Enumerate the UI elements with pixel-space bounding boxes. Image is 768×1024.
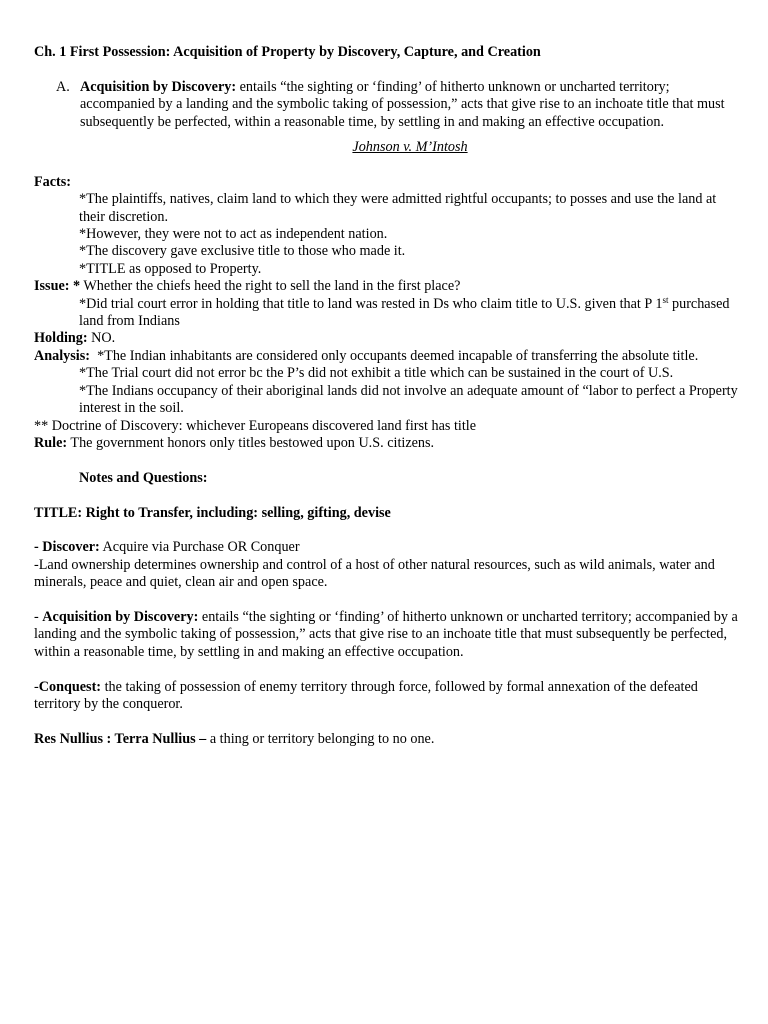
doctrine-line: ** Doctrine of Discovery: whichever Europeans discovered land first has title xyxy=(34,417,477,434)
acquisition-paragraph xyxy=(34,609,740,661)
chapter-heading: Ch. 1 First Possession: Acquisition of Property by Discovery, Capture, and Creation xyxy=(34,44,541,60)
facts-item: *The plaintiffs, natives, claim land to which they were admitted rightful occupants; to posses and use the land at their discretion. xyxy=(79,191,717,225)
res-nullius-line xyxy=(34,731,740,748)
acquisition-text: entails “the sighting or ‘finding’ of hitherto unknown or uncharted territory; accompanied by a landing and the symbolic taking of possession,” acts that give rise to an inchoate title that must subsequently be perfected, within a reasonable time, by settling in and making an effective occupation. xyxy=(34,608,738,660)
discover-label: - Discover: xyxy=(34,539,100,556)
issue-item-sup: st xyxy=(662,294,669,305)
issue-text: Whether the chiefs heed the right to sell the land in the first place? xyxy=(80,278,461,295)
acquisition-prefix: - xyxy=(34,608,43,625)
analysis-label: Analysis: xyxy=(34,347,90,364)
issue-item-tail: purchased land from Indians xyxy=(79,295,730,330)
land-ownership-line: -Land ownership determines ownership and control of a host of other natural resources, such as wild animals, water and minerals, peace and quiet, clean air and open space. xyxy=(34,556,715,591)
title-line: TITLE: Right to Transfer, including: selling, gifting, devise xyxy=(34,504,391,521)
notes-heading: Notes and Questions: xyxy=(79,469,208,486)
facts-item: *The discovery gave exclusive title to those who made it. xyxy=(79,243,406,260)
section-a-label: Acquisition by Discovery: xyxy=(80,78,237,95)
document-page xyxy=(34,44,740,748)
issue-item-text: *Did trial court error in holding that title to land was rested in Ds who claim title to U.S. given that P 1 xyxy=(79,295,663,312)
holding-text: NO. xyxy=(87,330,116,347)
section-a-marker: A. xyxy=(56,78,70,95)
issue-line xyxy=(34,278,740,295)
conquest-label: Conquest: xyxy=(38,678,102,695)
rule-text: The government honors only titles bestowed upon U.S. citizens. xyxy=(67,434,435,451)
facts-item: *TITLE as opposed to Property. xyxy=(79,260,262,277)
case-title-line xyxy=(34,139,740,156)
discover-text: Acquire via Purchase OR Conquer xyxy=(99,539,300,556)
analysis-text: *The Indian inhabitants are considered only occupants deemed incapable of transferring the absolute title. xyxy=(89,347,699,364)
section-a xyxy=(34,79,740,131)
analysis-line xyxy=(34,348,740,365)
facts-item: *However, they were not to act as independent nation. xyxy=(79,226,388,243)
res-nullius-text: a thing or territory belonging to no one. xyxy=(206,730,435,747)
issue-item xyxy=(34,296,740,331)
issue-label: Issue: * xyxy=(34,278,81,295)
facts-label: Facts: xyxy=(34,173,72,190)
res-nullius-label: Res Nullius : Terra Nullius – xyxy=(34,730,207,747)
rule-line xyxy=(34,435,740,452)
analysis-item: *The Trial court did not error bc the P’s did not exhibit a title which can be sustained in the court of U.S. xyxy=(79,365,674,382)
conquest-text: the taking of possession of enemy territory through force, followed by formal annexation of the defeated territory by the conqueror. xyxy=(34,678,698,712)
holding-line xyxy=(34,330,740,347)
holding-label: Holding: xyxy=(34,330,88,347)
conquest-paragraph xyxy=(34,679,740,714)
conquest-prefix: - xyxy=(34,678,39,695)
rule-label: Rule: xyxy=(34,434,68,451)
acquisition-label: Acquisition by Discovery: xyxy=(42,608,199,625)
discover-line xyxy=(34,539,740,556)
analysis-item: *The Indians occupancy of their aboriginal lands did not involve an adequate amount of “labor to perfect a Property interest in the soil. xyxy=(79,382,738,417)
section-a-text: entails “the sighting or ‘finding’ of hitherto unknown or uncharted territory; accompanied by a landing and the symbolic taking of possession,” acts that give rise to an inchoate title that must subsequently be perfected, within a reasonable time, by settling in and making an effective occupation. xyxy=(80,78,725,130)
case-title: Johnson v. M’Intosh xyxy=(352,139,468,156)
